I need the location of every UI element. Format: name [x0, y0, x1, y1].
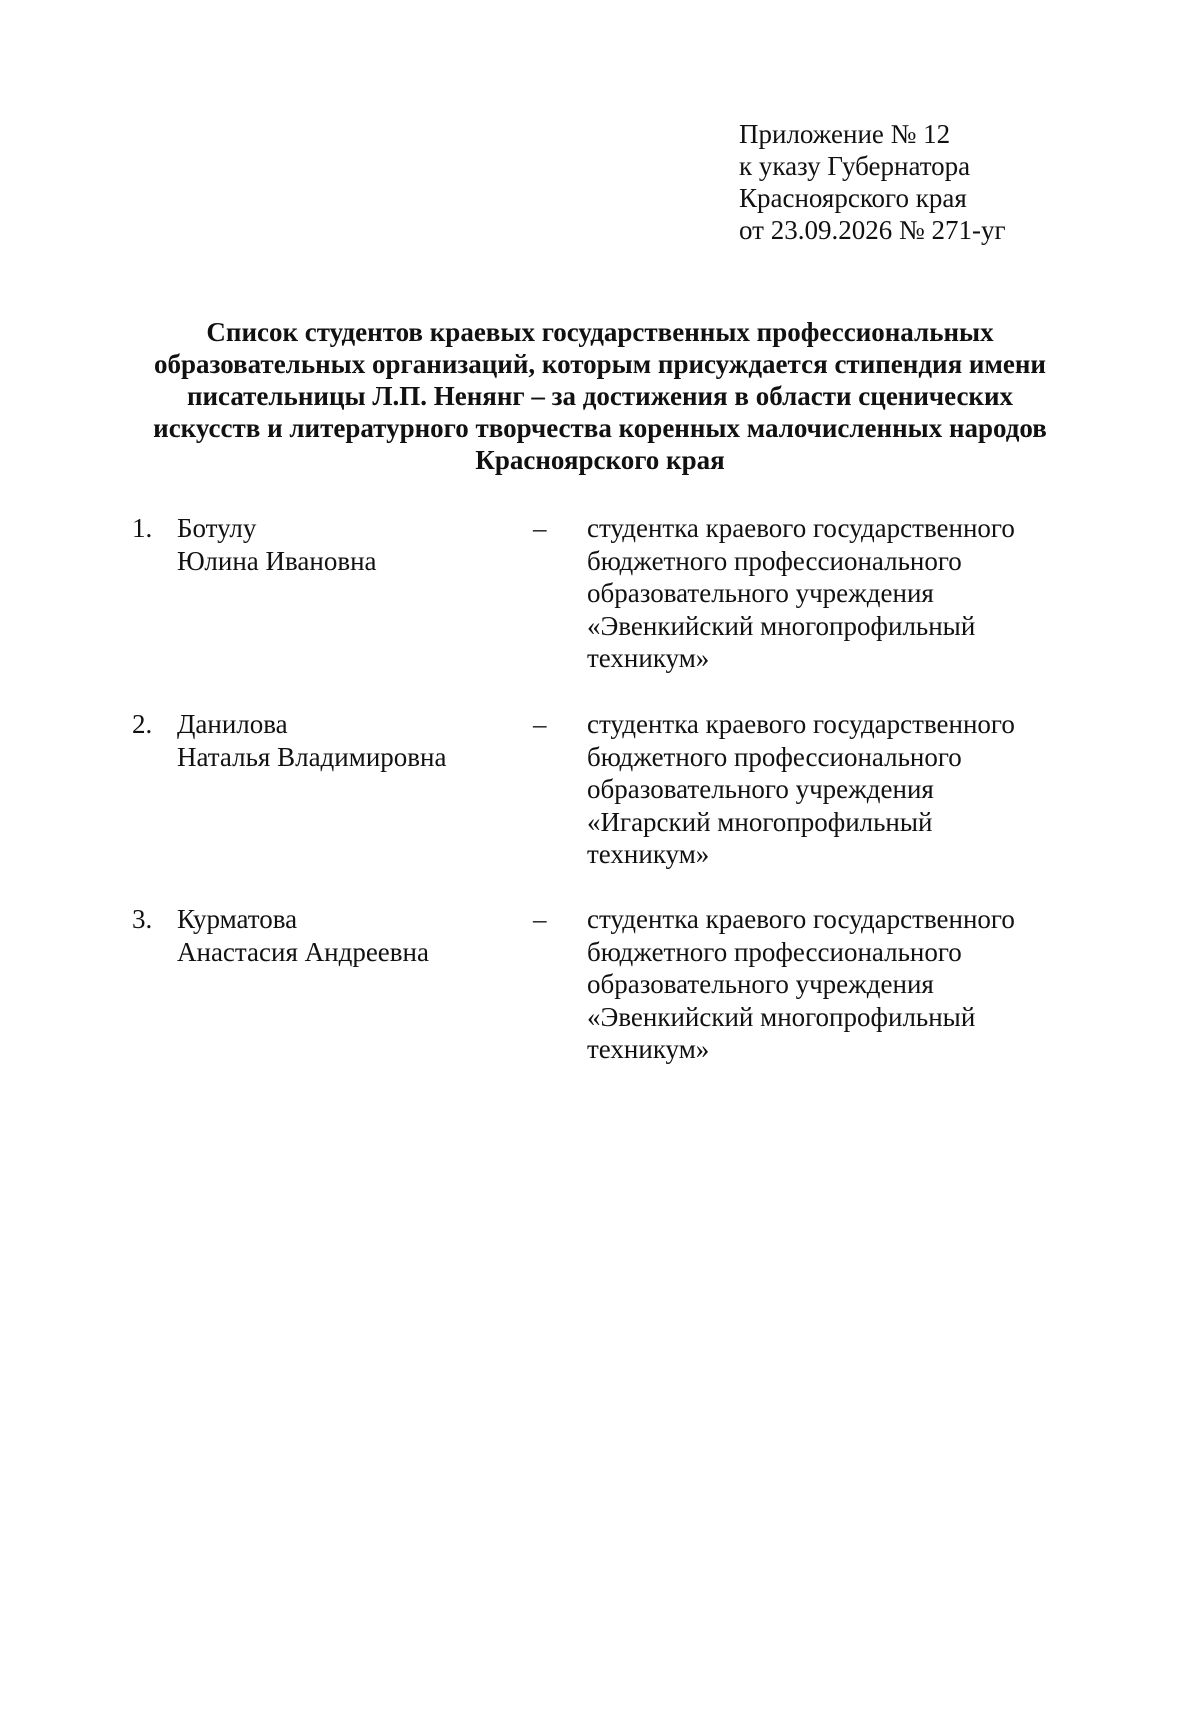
appendix-date: от 23.09.2026 № 271-уг	[739, 215, 1006, 245]
student-surname: Ботулу	[177, 513, 257, 543]
student-description	[587, 903, 1015, 1066]
description-line: «Эвенкийский многопрофильный	[587, 1001, 976, 1032]
description-line: «Эвенкийский многопрофильный	[587, 610, 976, 641]
description-line: студентка краевого государственного	[587, 709, 1015, 739]
description-line: бюджетного профессионального	[587, 545, 962, 576]
description-line: образовательного учреждения	[587, 578, 934, 608]
description-line: техникум»	[587, 1034, 710, 1064]
title-line: Список студентов краевых государственных профессиональных	[206, 317, 994, 347]
description-line: техникум»	[587, 839, 710, 869]
entry-dash: –	[533, 709, 547, 739]
student-name	[177, 708, 446, 773]
title-line: Красноярского края	[475, 445, 725, 475]
description-line: техникум»	[587, 643, 710, 673]
student-name	[177, 512, 377, 577]
description-line: образовательного учреждения	[587, 774, 934, 804]
description-line: образовательного учреждения	[587, 969, 934, 999]
student-given-names: Юлина Ивановна	[177, 545, 377, 576]
title-line: искусств и литературного творчества коренных малочисленных народов	[153, 413, 1047, 443]
description-line: бюджетного профессионального	[587, 741, 962, 772]
appendix-region: Красноярского края	[739, 183, 967, 213]
student-surname: Данилова	[177, 709, 288, 739]
description-line: студентка краевого государственного	[587, 904, 1015, 934]
entry-number: 2.	[132, 709, 153, 739]
student-name	[177, 903, 429, 968]
description-line: «Игарский многопрофильный	[587, 806, 933, 837]
entry-number: 1.	[132, 513, 153, 543]
title-line: писательницы Л.П. Ненянг – за достижения в области сценических	[186, 381, 1014, 411]
appendix-decree: к указу Губернатора	[739, 151, 971, 181]
student-given-names: Анастасия Андреевна	[177, 936, 429, 967]
description-line: студентка краевого государственного	[587, 513, 1015, 543]
student-given-names: Наталья Владимировна	[177, 741, 447, 772]
appendix-number: Приложение № 12	[739, 119, 951, 149]
appendix-reference	[739, 118, 1006, 246]
entry-dash: –	[533, 904, 547, 934]
entry-dash: –	[533, 513, 547, 543]
entry-number: 3.	[132, 904, 153, 934]
student-description	[587, 512, 1015, 675]
student-surname: Курматова	[177, 904, 298, 934]
description-line: бюджетного профессионального	[587, 936, 962, 967]
student-description	[587, 708, 1015, 871]
title-line: образовательных организаций, которым присуждается стипендия имени	[154, 349, 1046, 379]
document-title	[130, 316, 1070, 476]
